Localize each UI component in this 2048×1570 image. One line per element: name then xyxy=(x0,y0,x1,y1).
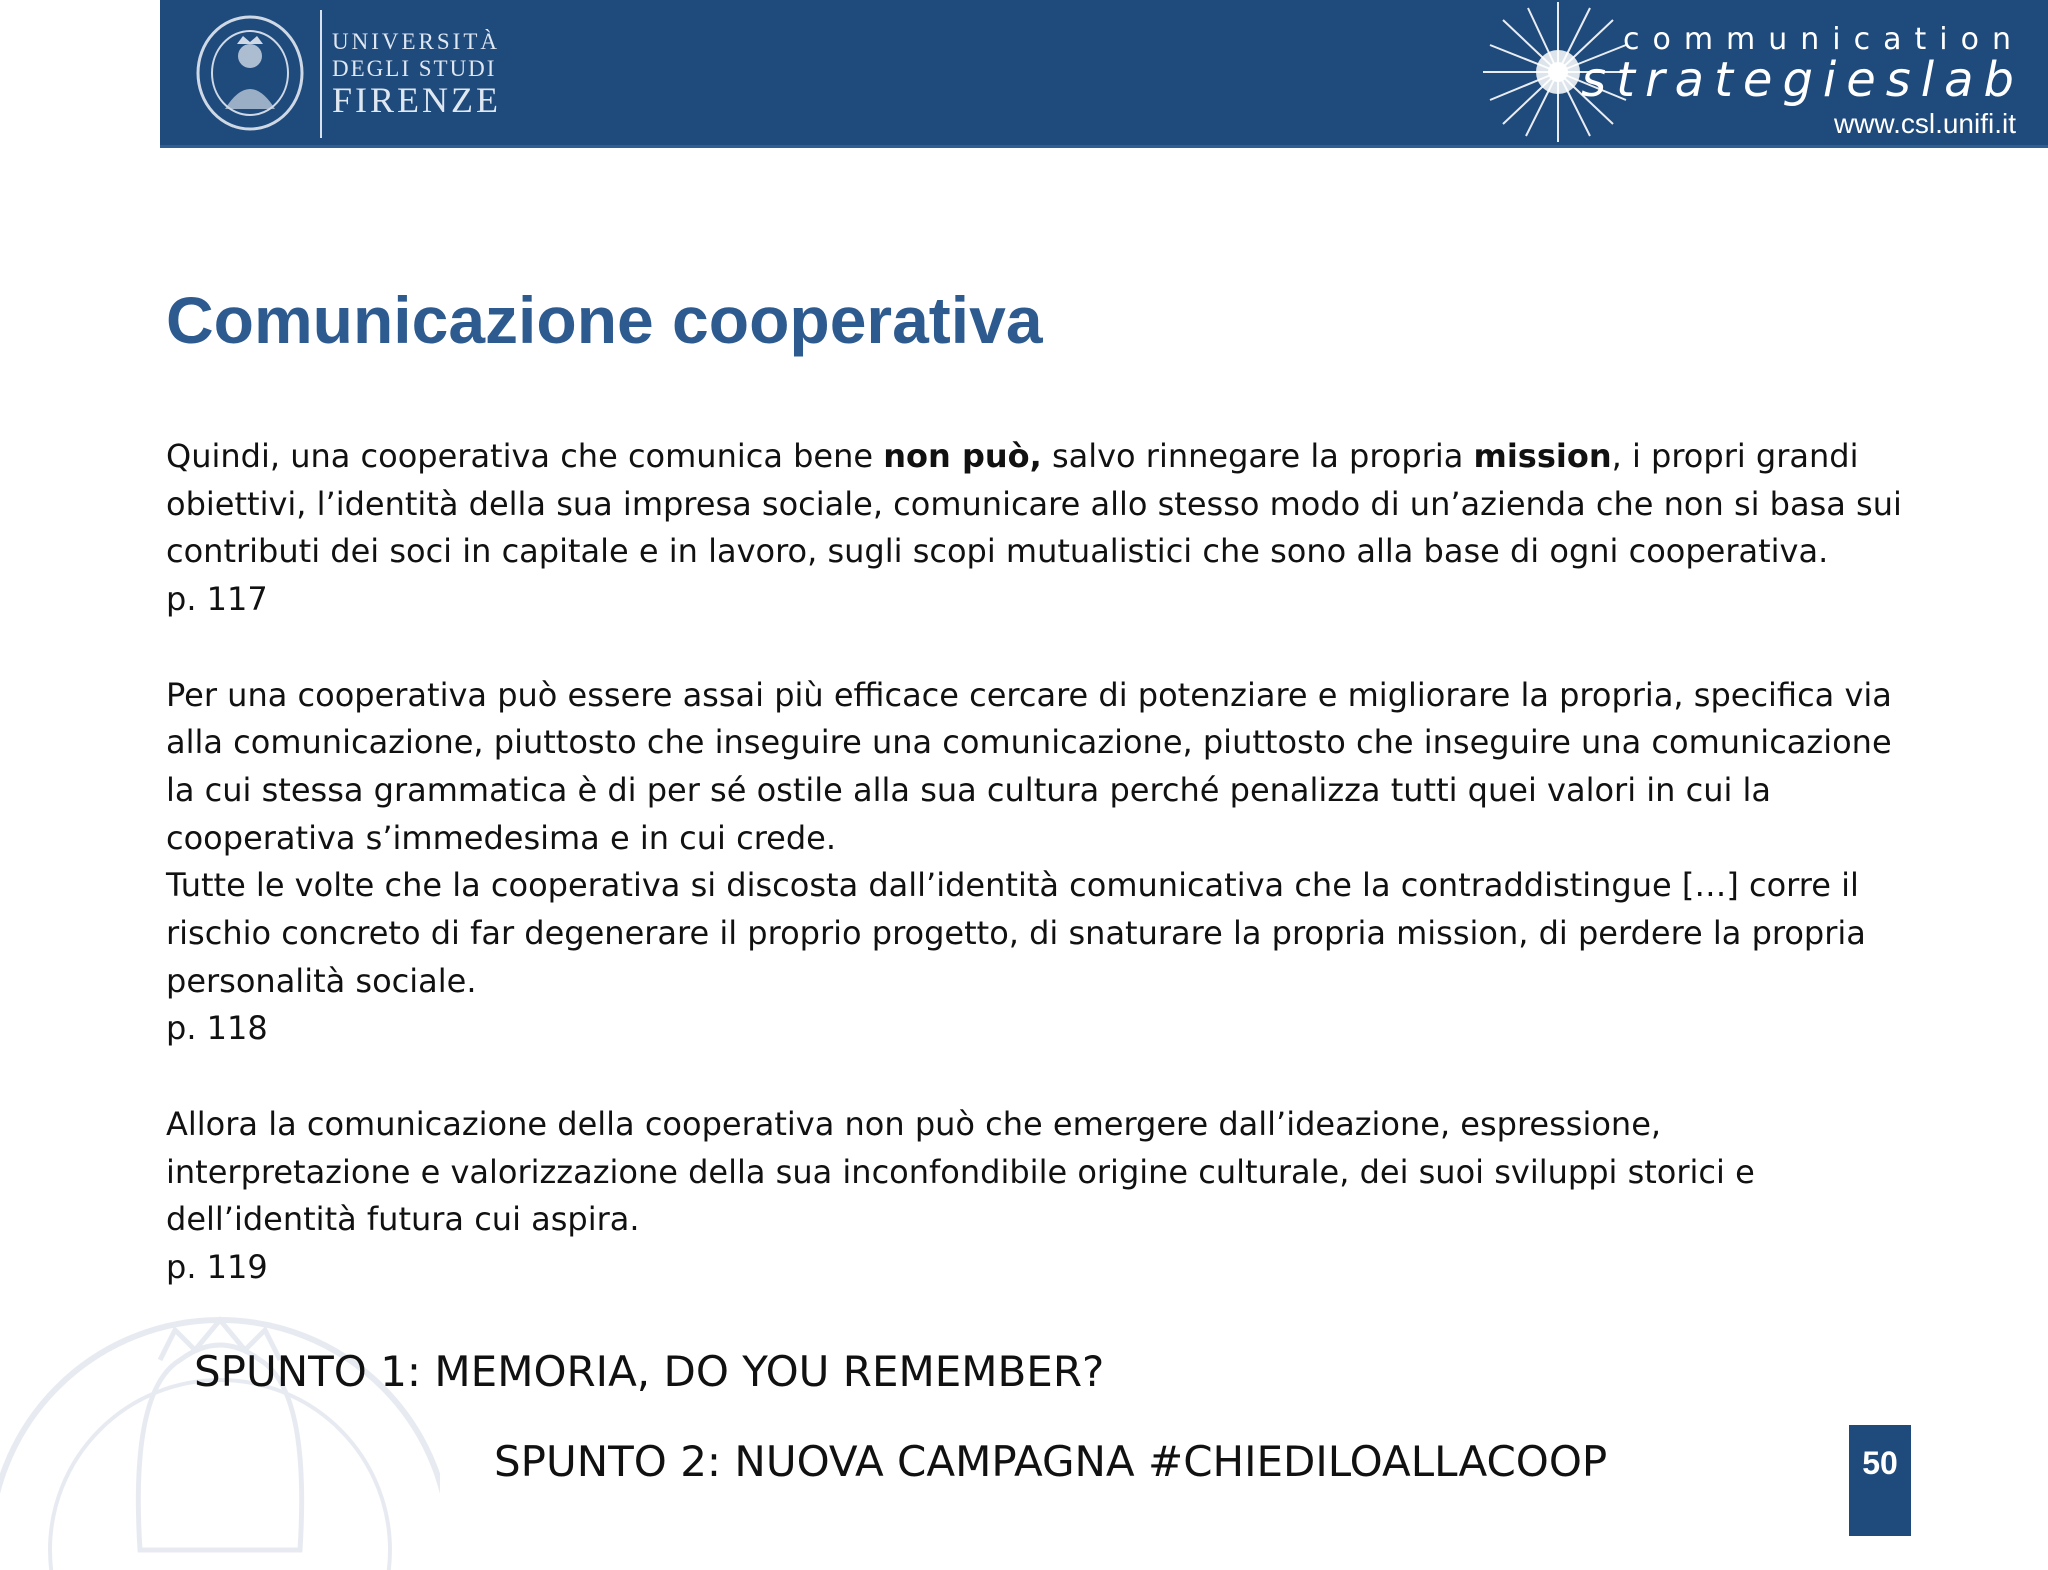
slide-body xyxy=(166,433,1906,1292)
paragraph-2b: Tutte le volte che la cooperativa si discosta dall’identità comunicativa che la contraddistingue […] corre il rischio concreto di far degenerare il proprio progetto, di snaturare la propria mission, di perdere la propria personalità sociale. xyxy=(166,866,1866,1000)
slide-title: Comunicazione cooperativa xyxy=(166,283,1043,357)
paragraph-gap xyxy=(166,624,1906,672)
page-number-badge: 50 xyxy=(1849,1425,1911,1536)
lab-wordmark-line1: communication xyxy=(1622,22,2024,57)
logo-divider xyxy=(320,10,322,138)
paragraph-3: Allora la comunicazione della cooperativa non può che emergere dall’ideazione, espressione, interpretazione e valorizzazione della sua inconfondibile origine culturale, dei suoi sviluppi storici e dell’identità futura cui aspira. xyxy=(166,1104,1755,1239)
university-line3: FIRENZE xyxy=(332,80,501,120)
seal-watermark xyxy=(0,1250,440,1570)
page-ref-117: p. 117 xyxy=(166,580,268,619)
p1-text-a: Quindi, una cooperativa che comunica bene xyxy=(166,437,884,475)
page-ref-119: p. 119 xyxy=(166,1247,268,1286)
page-ref-118: p. 118 xyxy=(166,1009,268,1048)
p1-text-c: , i propri grandi obiettivi, l’identità della sua impresa sociale, comunicare allo stesso modo di un’azienda che non si basa sui contributi dei soci in capitale e in lavoro, sugli scopi mutualistici che sono alla base di ogni cooperativa. xyxy=(166,437,1902,571)
lab-wordmark-line2: strategieslab xyxy=(1581,52,2024,108)
university-line2: DEGLI STUDI xyxy=(332,56,497,81)
spunto-1: SPUNTO 1: MEMORIA, DO YOU REMEMBER? xyxy=(194,1347,1105,1396)
university-wordmark xyxy=(332,30,501,118)
paragraph-gap xyxy=(166,1053,1906,1101)
paragraph-1 xyxy=(166,433,1906,576)
header-banner xyxy=(160,0,2048,148)
spunto-2: SPUNTO 2: NUOVA CAMPAGNA #CHIEDILOALLACOOP xyxy=(494,1437,1608,1486)
university-seal-logo xyxy=(195,14,305,132)
paragraph-2: Per una cooperativa può essere assai più efficace cercare di potenziare e migliorare la propria, specifica via alla comunicazione, piuttosto che inseguire una comunicazione, piuttosto che inseguire una comunicazione la cui stessa grammatica è di per sé ostile alla sua cultura perché penalizza tutti quei valori in cui la cooperativa s’immedesima e in cui crede. xyxy=(166,675,1892,857)
lab-url: www.csl.unifi.it xyxy=(1833,108,2016,139)
p1-text-b: salvo rinnegare la propria xyxy=(1041,437,1474,475)
p1-bold-b: mission xyxy=(1473,437,1612,475)
p1-bold-a: non può, xyxy=(883,437,1042,475)
university-line1: UNIVERSITÀ xyxy=(332,29,500,54)
